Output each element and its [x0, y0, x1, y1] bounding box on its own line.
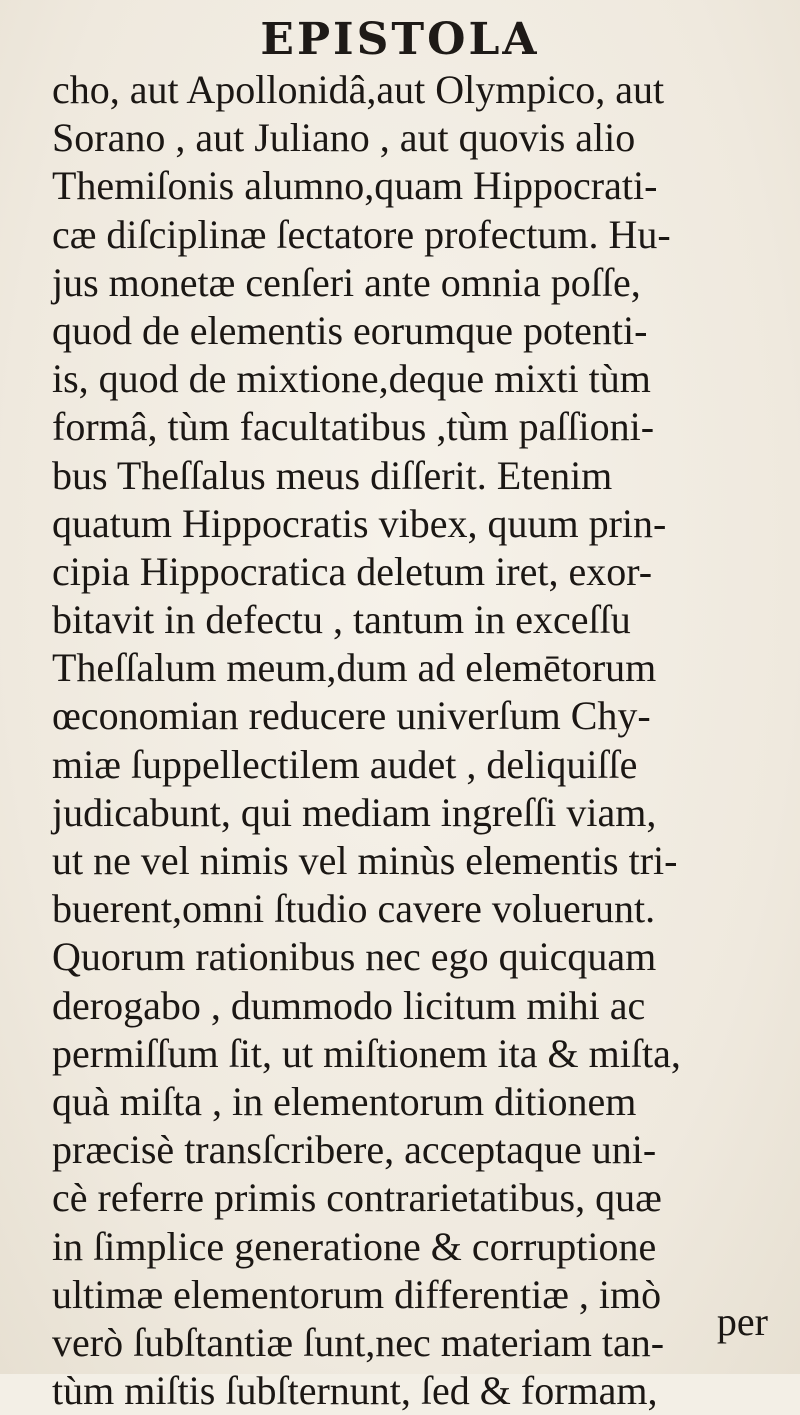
text-line: cho, aut Apollonidâ,aut Olympico, aut [52, 67, 665, 112]
text-line: verò ſubſtantiæ ſunt,nec materiam tan- [52, 1319, 665, 1365]
text-line: derogabo , dummodo licitum mihi ac [52, 982, 646, 1028]
text-line: œconomian reducere univerſum Chy- [52, 693, 651, 739]
text-line: in ſimplice generatione & corruptione [52, 1223, 657, 1269]
text-line: cipia Hippocratica deletum iret, exor- [52, 548, 653, 594]
text-line: Sorano , aut Juliano , aut quovis alio [52, 115, 636, 161]
text-line: buerent,omni ſtudio cavere voluerunt. [52, 886, 656, 932]
text-line: ultimæ elementorum differentiæ , imò [52, 1271, 662, 1317]
text-line: cæ diſciplinæ ſectatore profectum. Hu- [52, 211, 671, 257]
text-line: Themiſonis alumno,quam Hippocrati- [52, 163, 658, 209]
text-line: cè referre primis contrarietatibus, quæ [52, 1175, 662, 1221]
text-line: ut ne vel nimis vel minùs elementis tri- [52, 838, 678, 883]
running-title: EPISTOLA [260, 14, 540, 65]
text-line: permiſſum ſit, ut miſtionem ita & miſta, [52, 1030, 681, 1076]
text-line: judicabunt, qui mediam ingreſſi viam, [52, 789, 657, 835]
body-text [52, 66, 790, 1415]
text-line: Quorum rationibus nec ego quicquam [52, 934, 657, 980]
text-line: is, quod de mixtione,deque mixti tùm [52, 356, 651, 402]
text-line: formâ, tùm facultatibus ,tùm paſſioni- [52, 404, 655, 450]
text-line: Theſſalum meum,dum ad elemētorum [52, 645, 657, 691]
catchword: per [716, 1299, 768, 1344]
text-line: quod de elementis eorumque potenti- [52, 307, 648, 353]
text-line: quatum Hippocratis vibex, quum prin- [52, 500, 667, 546]
text-line: bitavit in defectu , tantum in exceſſu [52, 597, 631, 643]
text-line: quà miſta , in elementorum ditionem [52, 1078, 637, 1124]
text-line: tùm miſtis ſubſternunt, ſed & formam, [52, 1368, 658, 1414]
text-line: miæ ſuppellectilem audet , deliquiſſe [52, 741, 638, 787]
text-line: jus monetæ cenſeri ante omnia poſſe, [52, 259, 641, 305]
text-line: bus Theſſalus meus diſſerit. Etenim [52, 452, 613, 498]
text-line: præcisè transſcribere, acceptaque uni- [52, 1127, 657, 1173]
